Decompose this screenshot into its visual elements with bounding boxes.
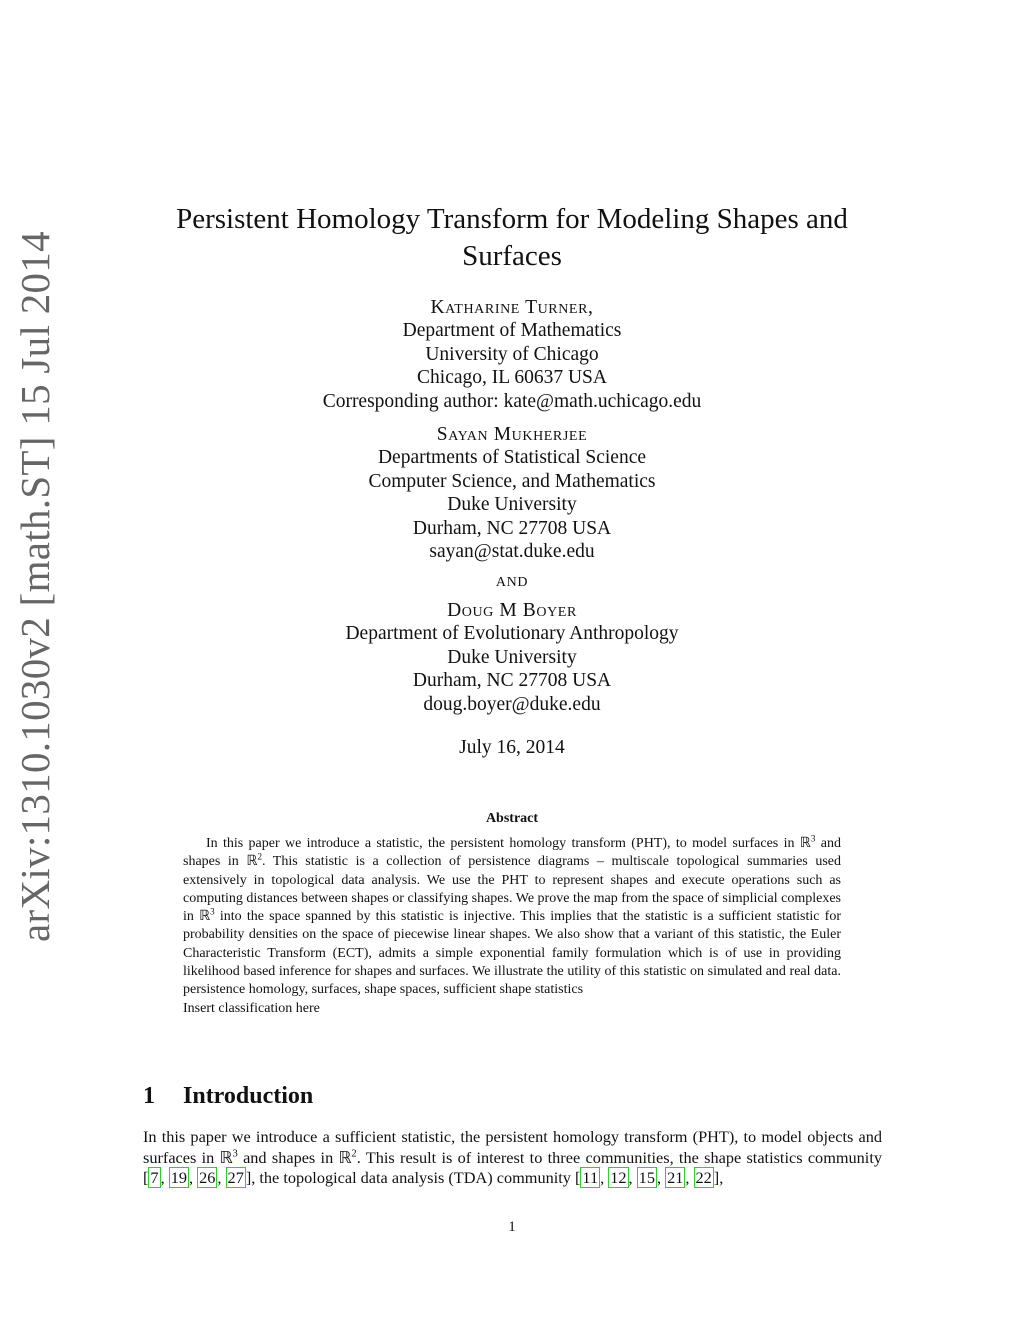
citation-link[interactable]: 26 <box>199 1168 216 1187</box>
classification-line: Insert classification here <box>183 1000 320 1016</box>
affiliation-line: Chicago, IL 60637 USA <box>417 367 607 389</box>
affiliation-line: Department of Mathematics <box>402 320 622 342</box>
affiliation-line: Durham, NC 27708 USA <box>412 670 612 692</box>
author-email[interactable]: doug.boyer@duke.edu <box>423 693 601 715</box>
abstract-paragraph: In this paper we introduce a statistic, the persistent homology transform (PHT), to model surfaces in ℝ$^3$ and shapes in ℝ$^2$. This statistic is a collection of persistence diagrams – multiscale topological summaries used extensively in topological data analysis. We use the PHT to represent shapes and execute operations such as computing distances between shapes or classifying shapes. We prove the map from the space of simplicial complexes in ℝ$^3$ into the space spanned by this statistic is injective. This implies that the statistic is a sufficient statistic for probability densities on the space of piecewise linear shapes. We also show that a variant of this statistic, the Euler Characteristic Transform (ECT), admits a simple exponential family formulation which is of use in providing likelihood based inference for shapes and surfaces. We illustrate the utility of this statistic on simulated and real data. persistence homology, surfaces, shape spaces, sufficient shape statistics <box>183 833 841 998</box>
citation-link[interactable]: 12 <box>610 1168 627 1187</box>
arxiv-identifier: arXiv:1310.1030v2 [math.ST] 15 Jul 2014 <box>12 231 58 942</box>
section-number: 1 <box>143 1083 155 1109</box>
citation-link[interactable]: 11 <box>582 1168 599 1187</box>
affiliation-line: Duke University <box>447 646 577 668</box>
affiliation-line: University of Chicago <box>425 343 599 365</box>
author-name: Doug M Boyer <box>447 599 577 621</box>
affiliation-line: Durham, NC 27708 USA <box>412 517 612 539</box>
author-block <box>230 296 794 759</box>
paper-title <box>150 201 874 275</box>
abstract-body <box>183 835 841 1018</box>
citation-link[interactable]: 27 <box>227 1168 244 1187</box>
citation-link[interactable]: 19 <box>170 1168 187 1187</box>
author-name: Sayan Mukherjee <box>436 424 588 446</box>
citation-link[interactable]: 15 <box>638 1168 655 1187</box>
paper-date: July 16, 2014 <box>459 736 565 758</box>
and-separator: and <box>495 570 529 592</box>
section-heading <box>143 1083 313 1110</box>
affiliation-line: Department of Evolutionary Anthropology <box>345 623 679 645</box>
page-number: 1 <box>508 1219 516 1235</box>
author-name: Katharine Turner, <box>430 297 594 318</box>
affiliation-line: Departments of Statistical Science <box>377 447 647 469</box>
abstract-heading: Abstract <box>485 811 539 826</box>
title-line-2: Surfaces <box>462 240 562 272</box>
citation-link[interactable]: 7 <box>150 1168 159 1187</box>
citation-link[interactable]: 21 <box>667 1168 684 1187</box>
title-line-1: Persistent Homology Transform for Modeling Shapes and <box>176 203 848 235</box>
section-title: Introduction <box>183 1083 314 1109</box>
author-email[interactable]: Corresponding author: kate@math.uchicago.edu <box>322 390 702 412</box>
affiliation-line: Duke University <box>447 494 577 516</box>
intro-paragraph: In this paper we introduce a sufficient statistic, the persistent homology transform (PHT), to model objects and surfaces in ℝ$^3$ and shapes in ℝ$^2$. This result is of interest to three communities, the shape statistics community [ 7 , 19 , 26 , 27 ], the topological data analysis (TDA) community [ 11 , 12 , 15 , 21 , 22 ], <box>143 1127 882 1187</box>
author-email[interactable]: sayan@stat.duke.edu <box>429 541 595 563</box>
citation-link[interactable]: 22 <box>695 1168 712 1187</box>
affiliation-line: Computer Science, and Mathematics <box>368 470 656 492</box>
